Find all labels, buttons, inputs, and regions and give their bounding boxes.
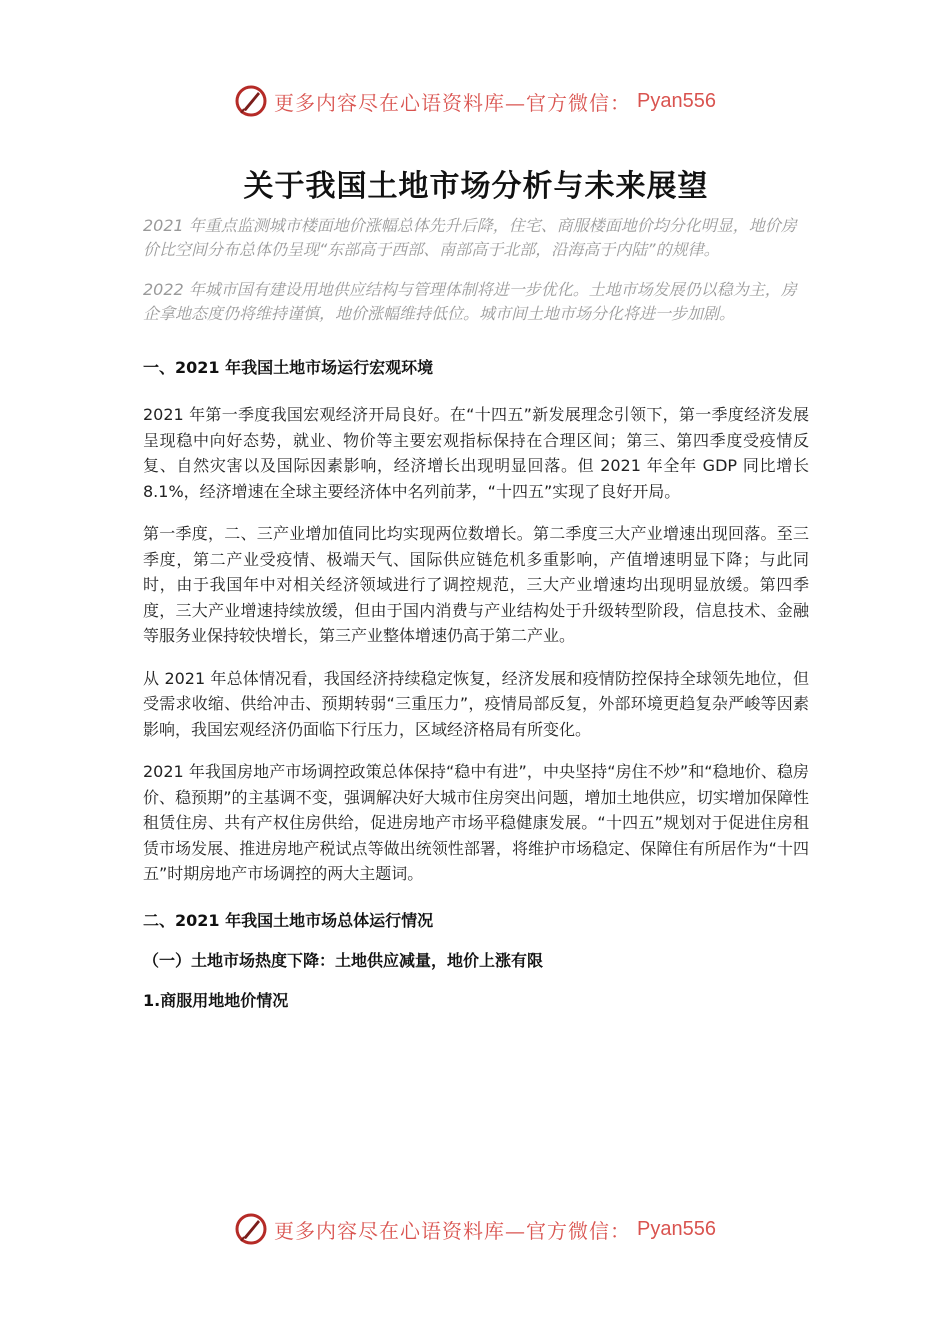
brand-text: 更多内容尽在心语资料库—官方微信： xyxy=(274,1218,632,1243)
body-paragraph: 第一季度，二、三产业增加值同比均实现两位数增长。第二季度三大产业增速出现回落。至三季度，第二产业受疫情、极端天气、国际供应链危机多重影响，产值增速明显下降；与此同时，由于我国年中对相关经济领域进行了调控规范，三大产业增速均出现明显放缓。第四季度，三大产业增速持续放缓，但由于国内消费与产业结构处于升级转型阶段，信息技术、金融等服务业保持较快增长，第三产业整体增速仍高于第二产业。 xyxy=(143,524,809,645)
brand-text: 更多内容尽在心语资料库—官方微信： xyxy=(274,90,632,115)
document-body xyxy=(143,166,809,1035)
summary-paragraph: 2022 年城市国有建设用地供应结构与管理体制将进一步优化。土地市场发展仍以稳为主，房企拿地态度仍将维持谨慎，地价涨幅维持低位。城市间土地市场分化将进一步加剧。 xyxy=(143,280,797,323)
brand-wechat-id: Pyan556 xyxy=(637,89,716,112)
section-heading: 二、2021 年我国土地市场总体运行情况 xyxy=(143,910,434,930)
body-paragraph: 从 2021 年总体情况看，我国经济持续稳定恢复，经济发展和疫情防控保持全球领先地位，但受需求收缩、供给冲击、预期转弱“三重压力”，疫情局部反复，外部环境更趋复杂严峻等因素影响，我国宏观经济仍面临下行压力，区域经济格局有所变化。 xyxy=(143,668,809,739)
body-paragraph: 2021 年我国房地产市场调控政策总体保持“稳中有进”，中央坚持“房住不炒”和“稳地价、稳房价、稳预期”的主基调不变，强调解决好大城市住房突出问题，增加土地供应，切实增加保障性租赁住房、共有产权住房供给，促进房地产市场平稳健康发展。“十四五”规划对于促进住房租赁市场发展、推进房地产税试点等做出统领性部署，将维护市场稳定、保障住有所居作为“十四五”时期房地产市场调控的两大主题词。 xyxy=(143,762,809,883)
quill-pen-circle-icon xyxy=(234,84,268,118)
brand-header xyxy=(0,84,950,118)
subsubsection-heading: 1.商服用地地价情况 xyxy=(143,990,289,1010)
section-heading: 一、2021 年我国土地市场运行宏观环境 xyxy=(143,358,434,377)
quill-pen-circle-icon xyxy=(234,1212,268,1246)
document-title: 关于我国土地市场分析与未来展望 xyxy=(243,169,709,204)
brand-wechat-id: Pyan556 xyxy=(637,1217,716,1240)
subsection-heading: （一）土地市场热度下降：土地供应减量，地价上涨有限 xyxy=(143,950,544,970)
summary-paragraph: 2021 年重点监测城市楼面地价涨幅总体先升后降，住宅、商服楼面地价均分化明显，地价房价比空间分布总体仍呈现“东部高于西部、南部高于北部，沿海高于内陆”的规律。 xyxy=(143,216,797,259)
brand-footer xyxy=(0,1212,950,1246)
body-paragraph: 2021 年第一季度我国宏观经济开局良好。在“十四五”新发展理念引领下，第一季度经济发展呈现稳中向好态势，就业、物价等主要宏观指标保持在合理区间；第三、第四季度受疫情反复、自然灾害以及国际因素影响，经济增长出现明显回落。但 2021 年全年 GDP 同比增长 8.1%，经济增速在全球主要经济体中名列前茅，“十四五”实现了良好开局。 xyxy=(143,405,809,501)
